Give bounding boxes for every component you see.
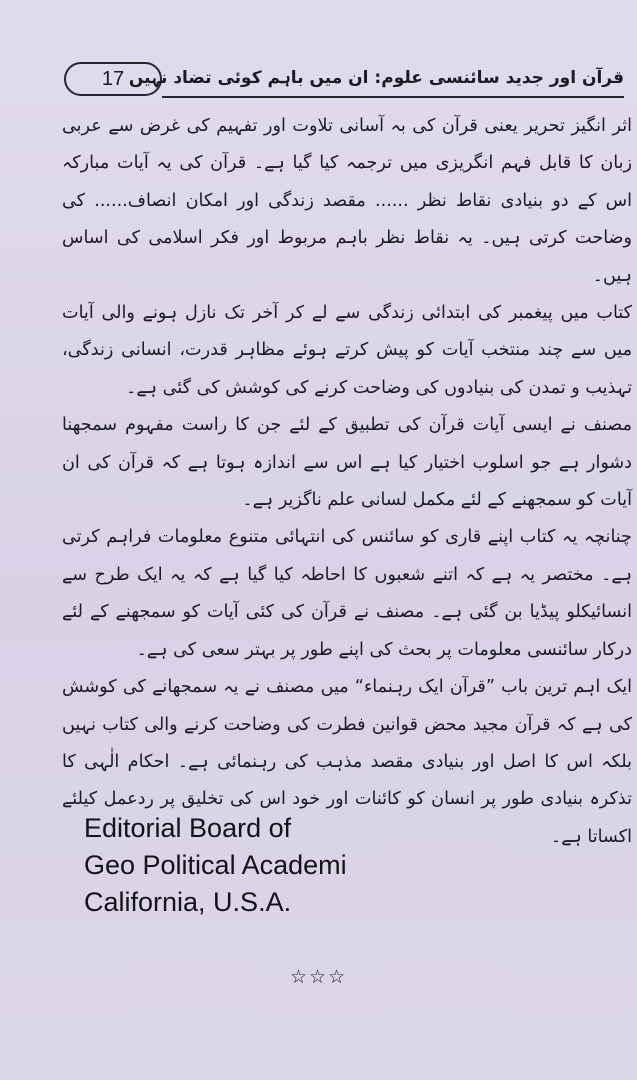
page-number: 17 xyxy=(64,62,162,96)
header-rule xyxy=(162,96,624,98)
running-title: قرآن اور جدید سائنسی علوم: ان میں باہم کوئی تضاد نہیں xyxy=(128,68,624,88)
paragraph-5: ایک اہم ترین باب ”قرآن ایک رہنماء“ میں مصنف نے یہ سمجھانے کی کوشش کی ہے کہ قرآن مجید محض قوانین فطرت کی وضاحت کرنے والی کتاب نہیں بلکہ اس کا اصل اور بنیادی مقصد مذہب کی رہنمائی ہے۔ احکام الٰہی کا تذکرہ بنیادی طور پر انسان کو کائنات اور خود اس کی تخلیق پر ردعمل کیلئے اکساتا ہے۔ xyxy=(62,677,632,847)
paragraph-4: چنانچہ یہ کتاب اپنے قاری کو سائنس کی انتہائی متنوع معلومات فراہم کرتی ہے۔ مختصر یہ ہے کہ اتنے شعبوں کا احاطہ کیا گیا ہے کہ یہ ایک طرح سے انسائیکلو پیڈیا بن گئی ہے۔ مصنف نے قرآن کی کئی آیات کو سمجھنے کے لئے درکار سائنسی معلومات پر بحث کی اپنے طور پر بہتر سعی کی ہے۔ xyxy=(62,527,632,660)
running-header xyxy=(64,58,624,98)
paragraph-2: کتاب میں پیغمبر کی ابتدائی زندگی سے لے کر آخر تک نازل ہونے والی آیات میں سے چند منتخب آیات کو پیش کرتے ہوئے مظاہر قدرت، انسانی زندگی، تہذیب و تمدن کی بنیادوں کی وضاحت کرنے کی کوشش کی گئی ہے۔ xyxy=(62,303,632,398)
star-ornament: ☆☆☆ xyxy=(289,966,348,988)
signature-line-2: Geo Political Academi xyxy=(84,850,347,880)
paragraph-3: مصنف نے ایسی آیات قرآن کی تطبیق کے لئے جن کا راست مفہوم سمجھنا دشوار ہے جو اسلوب اختیار کیا ہے اس سے اندازہ ہوتا ہے کہ قرآن کی ان آیات کو سمجھنے کے لئے مکمل لسانی علم ناگزیر ہے۔ xyxy=(62,415,632,511)
paragraph-1: اثر انگیز تحریر یعنی قرآن کی بہ آسانی تلاوت اور تفہیم کی غرض سے عربی زبان کا قابل فہم انگریزی میں ترجمہ کیا گیا ہے۔ قرآن کی یہ آیات مبارکہ اس کے دو بنیادی نقاط نظر ...... مقصد زندگی اور امکان انصاف...... کی وضاحت کرتی ہیں۔ یہ نقاط نظر باہم مربوط اور فکر اسلامی کی اساس ہیں۔ xyxy=(62,116,632,286)
signature-line-1: Editorial Board of xyxy=(84,813,292,843)
signature-line-3: California, U.S.A. xyxy=(84,887,292,917)
body-text xyxy=(62,108,632,856)
signature-block xyxy=(84,810,347,921)
